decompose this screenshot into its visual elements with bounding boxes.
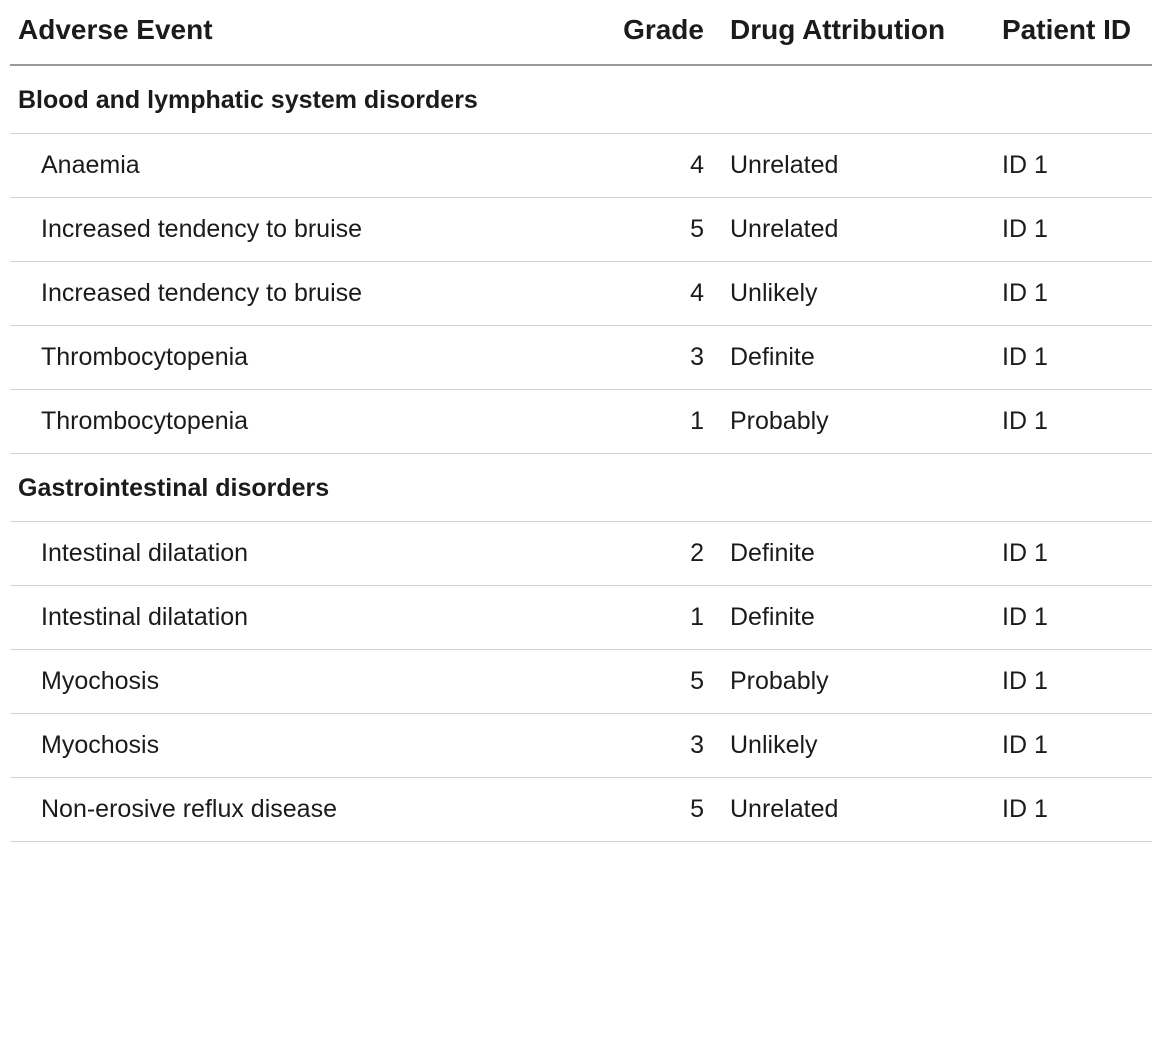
cell-adverse-event: Increased tendency to bruise	[10, 198, 610, 262]
cell-patient-id: ID 1	[990, 198, 1152, 262]
cell-grade: 2	[610, 522, 720, 586]
cell-grade: 1	[610, 390, 720, 454]
cell-patient-id: ID 1	[990, 134, 1152, 198]
cell-adverse-event: Intestinal dilatation	[10, 586, 610, 650]
column-header-grade: Grade	[610, 0, 720, 65]
table-row	[10, 586, 1152, 650]
cell-grade: 5	[610, 198, 720, 262]
cell-grade: 4	[610, 134, 720, 198]
cell-drug-attribution: Unrelated	[720, 134, 990, 198]
cell-patient-id: ID 1	[990, 522, 1152, 586]
cell-drug-attribution: Definite	[720, 326, 990, 390]
column-header-drug-attribution: Drug Attribution	[720, 0, 990, 65]
table-row	[10, 650, 1152, 714]
cell-grade: 5	[610, 778, 720, 842]
cell-drug-attribution: Unlikely	[720, 714, 990, 778]
cell-adverse-event: Myochosis	[10, 650, 610, 714]
cell-adverse-event: Anaemia	[10, 134, 610, 198]
group-title: Gastrointestinal disorders	[10, 454, 1152, 522]
cell-adverse-event: Thrombocytopenia	[10, 326, 610, 390]
column-header-adverse-event: Adverse Event	[10, 0, 610, 65]
adverse-events-table	[10, 0, 1152, 842]
cell-patient-id: ID 1	[990, 262, 1152, 326]
cell-adverse-event: Increased tendency to bruise	[10, 262, 610, 326]
cell-drug-attribution: Definite	[720, 586, 990, 650]
cell-adverse-event: Intestinal dilatation	[10, 522, 610, 586]
cell-patient-id: ID 1	[990, 390, 1152, 454]
cell-patient-id: ID 1	[990, 326, 1152, 390]
table-row	[10, 522, 1152, 586]
cell-drug-attribution: Probably	[720, 650, 990, 714]
table-row	[10, 134, 1152, 198]
cell-drug-attribution: Unrelated	[720, 198, 990, 262]
table-body	[10, 65, 1152, 842]
cell-grade: 5	[610, 650, 720, 714]
cell-patient-id: ID 1	[990, 778, 1152, 842]
cell-adverse-event: Non-erosive reflux disease	[10, 778, 610, 842]
cell-grade: 3	[610, 714, 720, 778]
cell-drug-attribution: Probably	[720, 390, 990, 454]
cell-patient-id: ID 1	[990, 586, 1152, 650]
table-row	[10, 778, 1152, 842]
cell-drug-attribution: Unrelated	[720, 778, 990, 842]
cell-drug-attribution: Unlikely	[720, 262, 990, 326]
cell-patient-id: ID 1	[990, 714, 1152, 778]
cell-grade: 3	[610, 326, 720, 390]
table-row	[10, 714, 1152, 778]
cell-adverse-event: Myochosis	[10, 714, 610, 778]
column-header-patient-id: Patient ID	[990, 0, 1152, 65]
table-row	[10, 262, 1152, 326]
cell-grade: 4	[610, 262, 720, 326]
table-row	[10, 326, 1152, 390]
table-row	[10, 198, 1152, 262]
table-row	[10, 390, 1152, 454]
cell-adverse-event: Thrombocytopenia	[10, 390, 610, 454]
cell-patient-id: ID 1	[990, 650, 1152, 714]
group-header-row	[10, 65, 1152, 134]
group-header-row	[10, 454, 1152, 522]
table-header-row	[10, 0, 1152, 65]
cell-drug-attribution: Definite	[720, 522, 990, 586]
cell-grade: 1	[610, 586, 720, 650]
group-title: Blood and lymphatic system disorders	[10, 65, 1152, 134]
table-header	[10, 0, 1152, 65]
